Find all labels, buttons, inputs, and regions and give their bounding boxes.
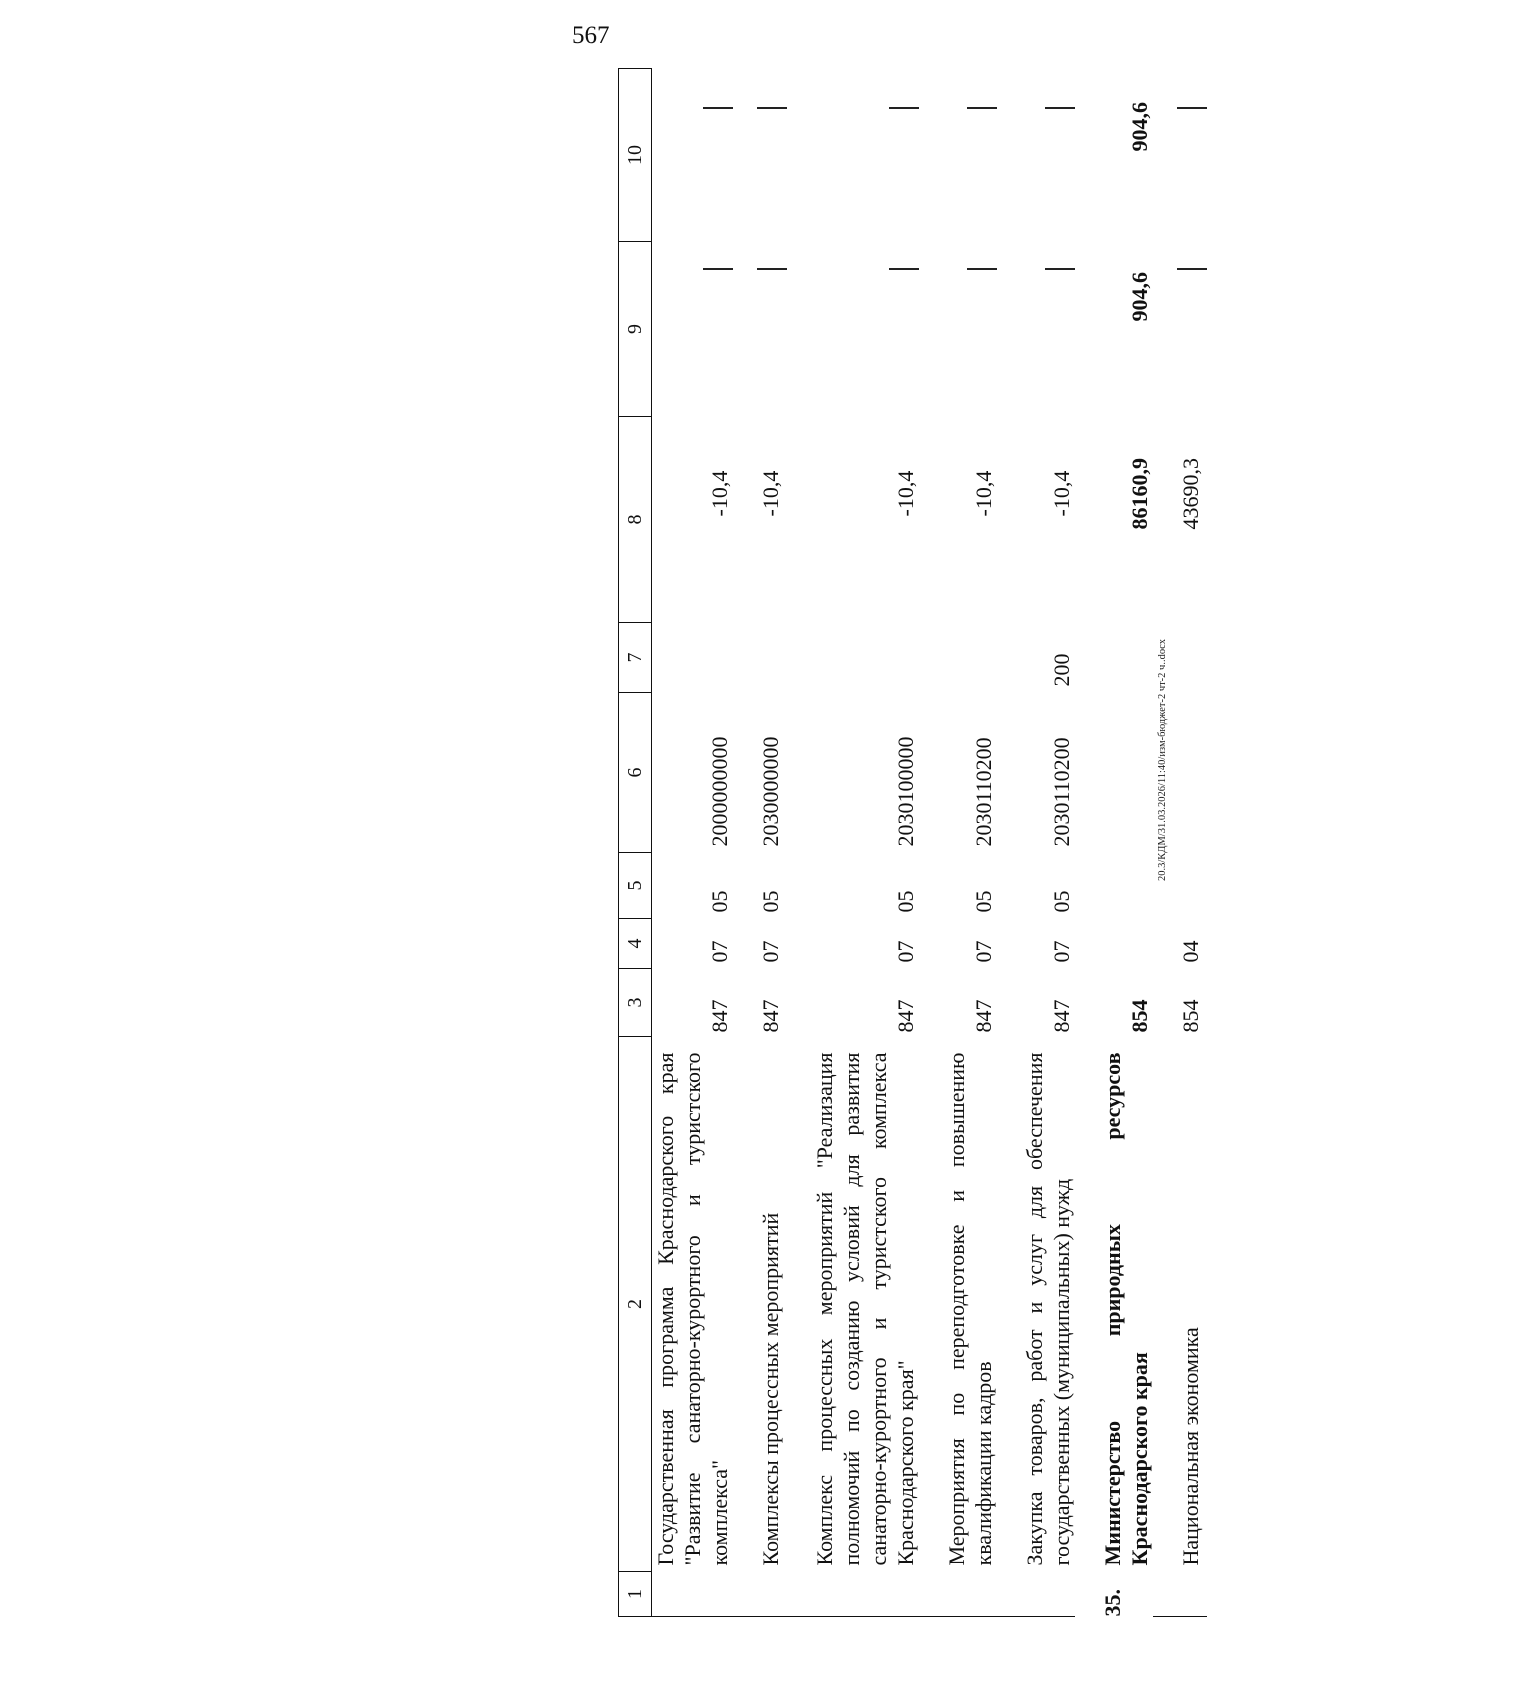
cell-col8: -10,4 bbox=[893, 470, 918, 517]
column-header-5: 5 bbox=[619, 853, 652, 919]
table-row bbox=[997, 69, 1075, 1617]
dash-mark bbox=[757, 269, 787, 271]
cell-col10 bbox=[733, 69, 787, 242]
cell-col4: 07 bbox=[971, 940, 996, 963]
cell-col7 bbox=[652, 623, 734, 693]
row-number bbox=[787, 1572, 919, 1617]
cell-col3: 854 bbox=[1127, 999, 1152, 1033]
cell-col10 bbox=[1153, 69, 1207, 242]
row-number bbox=[652, 1572, 734, 1617]
table-row bbox=[733, 69, 787, 1617]
cell-col8: -10,4 bbox=[1049, 470, 1074, 517]
dash-mark bbox=[967, 269, 997, 271]
table-row bbox=[919, 69, 997, 1617]
cell-col10 bbox=[919, 69, 997, 242]
dash-mark bbox=[757, 108, 787, 110]
cell-col5: 05 bbox=[707, 890, 732, 913]
cell-col10: 904,6 bbox=[1127, 102, 1152, 152]
row-number bbox=[997, 1572, 1075, 1617]
cell-col8: -10,4 bbox=[707, 470, 732, 517]
cell-col6 bbox=[1075, 693, 1153, 853]
row-number bbox=[919, 1572, 997, 1617]
cell-col5: 05 bbox=[971, 890, 996, 913]
cell-col6: 2000000000 bbox=[707, 736, 732, 847]
row-name: Государственная программа Краснодарского края "Развитие санаторно-курортного и туристского комплекса" bbox=[653, 1052, 732, 1566]
cell-col9 bbox=[733, 242, 787, 417]
page-number: 567 bbox=[572, 22, 610, 49]
cell-col7 bbox=[1153, 623, 1207, 693]
table-row bbox=[787, 69, 919, 1617]
cell-col8: 43690,3 bbox=[1178, 458, 1203, 530]
dash-mark bbox=[1177, 269, 1207, 271]
column-header-9: 9 bbox=[619, 242, 652, 417]
cell-col8: -10,4 bbox=[758, 470, 783, 517]
column-header-6: 6 bbox=[619, 693, 652, 853]
cell-col9 bbox=[652, 242, 734, 417]
column-header-7: 7 bbox=[619, 623, 652, 693]
cell-col7 bbox=[919, 623, 997, 693]
dash-mark bbox=[703, 108, 733, 110]
cell-col7: 200 bbox=[1049, 653, 1074, 687]
cell-col10 bbox=[652, 69, 734, 242]
row-name: Закупка товаров, работ и услуг для обеспечения государственных (муниципальных) нужд bbox=[1022, 1052, 1074, 1566]
cell-col5 bbox=[1075, 853, 1153, 919]
column-header-4: 4 bbox=[619, 919, 652, 969]
cell-col8: -10,4 bbox=[971, 470, 996, 517]
cell-col3: 854 bbox=[1178, 999, 1203, 1033]
cell-col3: 847 bbox=[971, 999, 996, 1033]
dash-mark bbox=[889, 269, 919, 271]
row-name: Национальная экономика bbox=[1178, 1327, 1203, 1566]
budget-table bbox=[618, 68, 1207, 1617]
row-name: Мероприятия по переподготовке и повышению квалификации кадров bbox=[944, 1052, 996, 1566]
dash-mark bbox=[1045, 269, 1075, 271]
cell-col8: 86160,9 bbox=[1127, 458, 1152, 530]
cell-col4: 07 bbox=[893, 940, 918, 963]
cell-col7 bbox=[787, 623, 919, 693]
row-number bbox=[733, 1572, 787, 1617]
table-row bbox=[1075, 69, 1153, 1617]
cell-col10 bbox=[997, 69, 1075, 242]
cell-col6 bbox=[1153, 693, 1207, 853]
cell-col6: 2030100000 bbox=[893, 736, 918, 847]
document-footer: 20.3/КДМ/31.03.2026/11:40/изм-бюджет-2 чт-2 ч..docx bbox=[1157, 639, 1168, 881]
row-number bbox=[1153, 1572, 1207, 1617]
cell-col6: 2030110200 bbox=[1049, 737, 1074, 847]
cell-col5: 05 bbox=[893, 890, 918, 913]
table-header-row bbox=[619, 69, 652, 1617]
table-row bbox=[652, 69, 734, 1617]
table-row bbox=[1153, 69, 1207, 1617]
cell-col6: 2030110200 bbox=[971, 737, 996, 847]
cell-col9 bbox=[997, 242, 1075, 417]
dash-mark bbox=[1045, 108, 1075, 110]
cell-col9: 904,6 bbox=[1127, 272, 1152, 322]
column-header-1: 1 bbox=[619, 1572, 652, 1617]
cell-col10 bbox=[787, 69, 919, 242]
cell-col3: 847 bbox=[707, 999, 732, 1033]
cell-col9 bbox=[1153, 242, 1207, 417]
dash-mark bbox=[1177, 108, 1207, 110]
cell-col3: 847 bbox=[1049, 999, 1074, 1033]
dash-mark bbox=[967, 108, 997, 110]
column-header-10: 10 bbox=[619, 69, 652, 242]
column-header-8: 8 bbox=[619, 417, 652, 623]
cell-col3: 847 bbox=[758, 999, 783, 1033]
cell-col4: 07 bbox=[1049, 940, 1074, 963]
cell-col4: 04 bbox=[1178, 940, 1203, 963]
cell-col4: 07 bbox=[707, 940, 732, 963]
row-name: Министерство природных ресурсов Краснодарского края bbox=[1100, 1052, 1152, 1566]
column-header-2: 2 bbox=[619, 1037, 652, 1572]
cell-col9 bbox=[787, 242, 919, 417]
cell-col3: 847 bbox=[893, 999, 918, 1033]
cell-col7 bbox=[1075, 623, 1153, 693]
dash-mark bbox=[703, 269, 733, 271]
dash-mark bbox=[889, 108, 919, 110]
cell-col5: 05 bbox=[1049, 890, 1074, 913]
cell-col4 bbox=[1075, 919, 1153, 969]
cell-col4: 07 bbox=[758, 940, 783, 963]
cell-col9 bbox=[919, 242, 997, 417]
row-number: 35. bbox=[1100, 1589, 1125, 1617]
rotated-page-content bbox=[618, 69, 1518, 1617]
cell-col6: 2030000000 bbox=[758, 736, 783, 847]
column-header-3: 3 bbox=[619, 969, 652, 1037]
row-name: Комплекс процессных мероприятий "Реализация полномочий по созданию условий для развития санаторно-курортного и туристского комплекса Краснодарского края" bbox=[812, 1052, 918, 1566]
cell-col7 bbox=[733, 623, 787, 693]
cell-col5 bbox=[1153, 853, 1207, 919]
row-name: Комплексы процессных мероприятий bbox=[758, 1212, 783, 1566]
cell-col5: 05 bbox=[758, 890, 783, 913]
